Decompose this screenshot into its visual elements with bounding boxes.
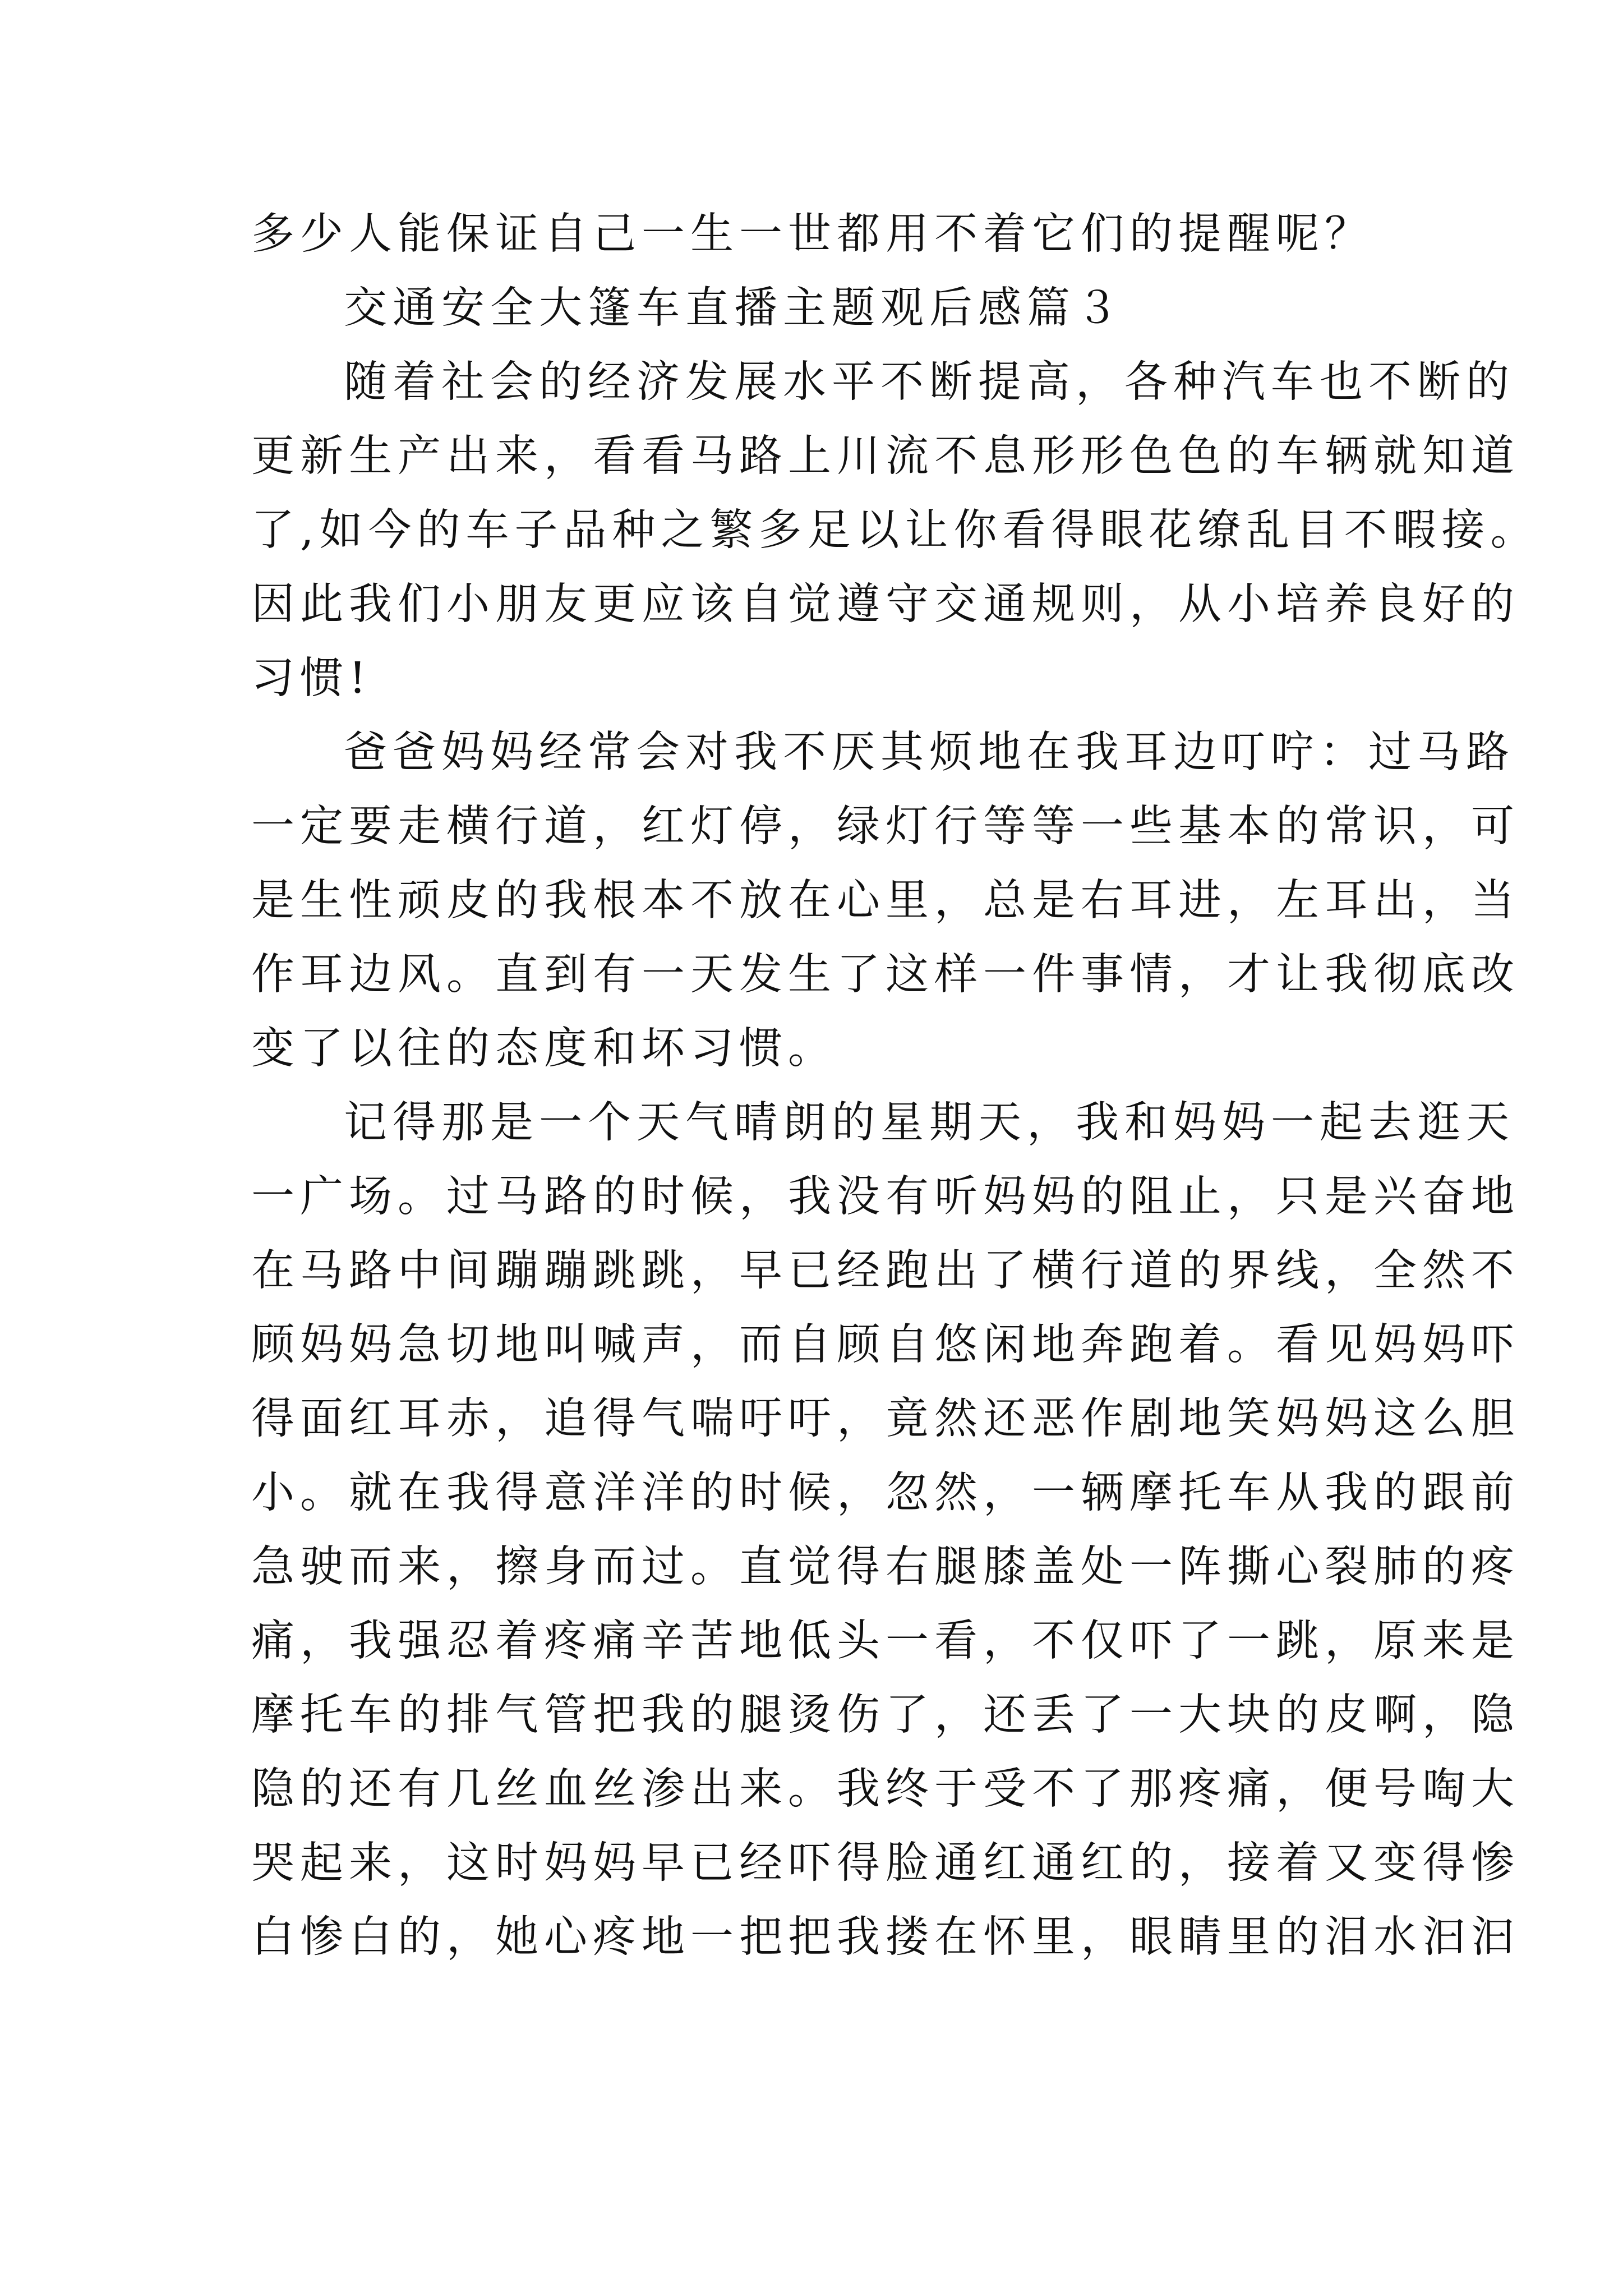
text-line: 顾妈妈急切地叫喊声，而自顾自悠闲地奔跑着。看见妈妈吓 (251, 1320, 1520, 1370)
text-line: 因此我们小朋友更应该自觉遵守交通规则，从小培养良好的 (251, 579, 1520, 629)
text-line: 痛，我强忍着疼痛辛苦地低头一看，不仅吓了一跳，原来是 (251, 1616, 1520, 1666)
text-line: 一广场。过马路的时候，我没有听妈妈的阻止，只是兴奋地 (251, 1172, 1520, 1222)
text-line: 小。就在我得意洋洋的时候，忽然，一辆摩托车从我的跟前 (251, 1468, 1520, 1518)
text-line: 得面红耳赤，追得气喘吁吁，竟然还恶作剧地笑妈妈这么胆 (251, 1394, 1520, 1444)
text-line: 一定要走横行道，红灯停，绿灯行等等一些基本的常识，可 (251, 802, 1520, 852)
text-line: 隐的还有几丝血丝渗出来。我终于受不了那疼痛，便号啕大 (251, 1764, 1520, 1814)
text-line: 习惯! (251, 654, 372, 703)
text-line: 记得那是一个天气晴朗的星期天，我和妈妈一起去逛天 (344, 1098, 1515, 1148)
text-line: 急驶而来，擦身而过。直觉得右腿膝盖处一阵撕心裂肺的疼 (251, 1542, 1520, 1592)
text-line: 变了以往的态度和坏习惯。 (251, 1024, 837, 1074)
text-line: 交通安全大篷车直播主题观后感篇３ (344, 283, 1124, 333)
text-line: 了,如今的车子品种之繁多足以让你看得眼花缭乱目不暇接。 (251, 505, 1539, 555)
document-body (251, 197, 1539, 1975)
text-line: 摩托车的排气管把我的腿烫伤了，还丢了一大块的皮啊，隐 (251, 1690, 1520, 1740)
text-line: 哭起来，这时妈妈早已经吓得脸通红通红的，接着又变得惨 (251, 1838, 1520, 1888)
text-line: 白惨白的，她心疼地一把把我搂在怀里，眼睛里的泪水汩汩 (251, 1912, 1520, 1962)
text-line: 在马路中间蹦蹦跳跳，早已经跑出了横行道的界线，全然不 (251, 1246, 1520, 1296)
text-line: 是生性顽皮的我根本不放在心里，总是右耳进，左耳出，当 (251, 876, 1520, 926)
text-line: 随着社会的经济发展水平不断提高，各种汽车也不断的 (344, 357, 1515, 407)
text-line: 爸爸妈妈经常会对我不厌其烦地在我耳边叮咛：过马路 (344, 728, 1515, 777)
text-line: 多少人能保证自己一生一世都用不着它们的提醒呢？ (251, 209, 1373, 259)
text-line: 更新生产出来，看看马路上川流不息形形色色的车辆就知道 (251, 431, 1520, 481)
text-line: 作耳边风。直到有一天发生了这样一件事情，才让我彻底改 (251, 950, 1520, 1000)
